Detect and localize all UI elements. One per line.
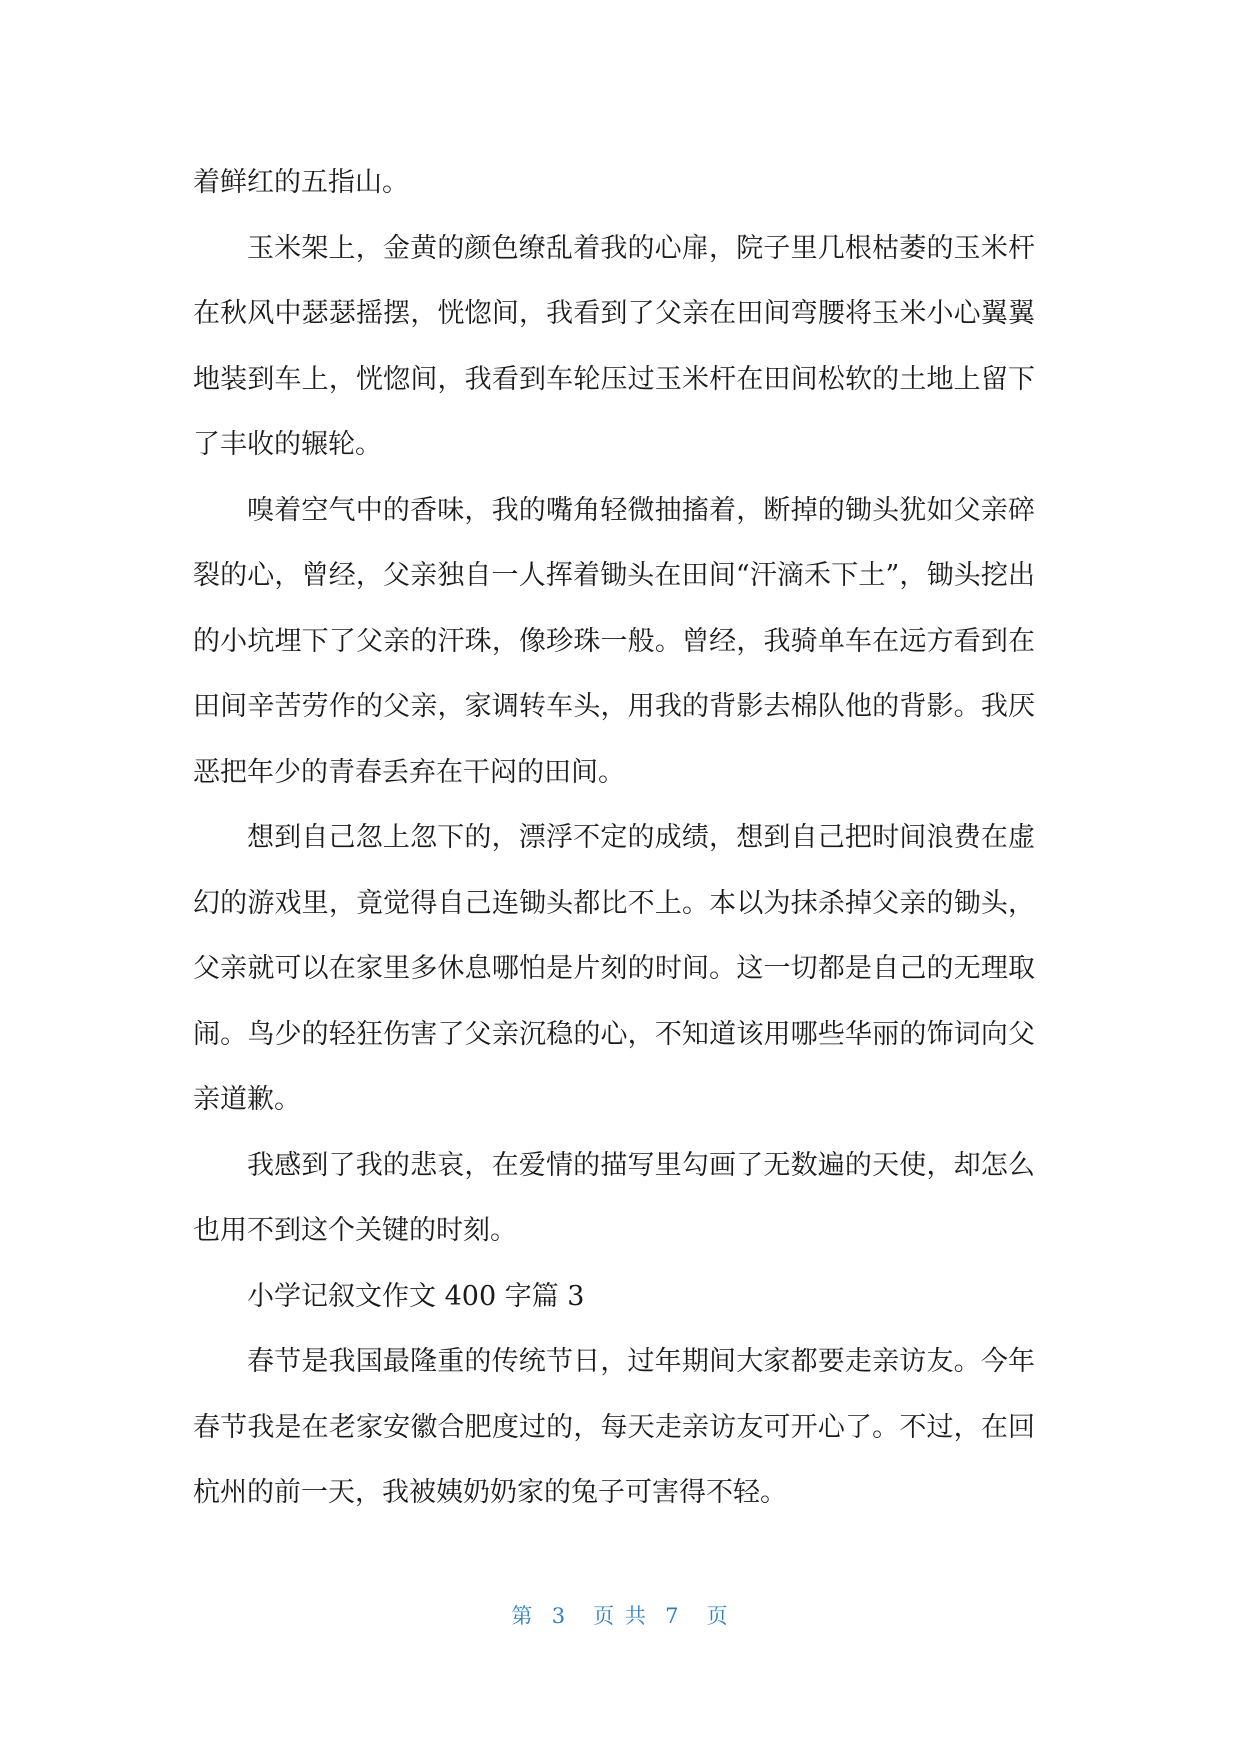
paragraph-3: 嗅着空气中的香味，我的嘴角轻微抽搐着，断掉的锄头犹如父亲碎裂的心，曾经，父亲独自一人挥着锄头在田间“汗滴禾下土”，锄头挖出的小坑埋下了父亲的汗珠，像珍珠一般。曾经，我骑单车在远方看到在田间辛苦劳作的父亲，家调转车头，用我的背影去棉队他的背影。我厌恶把年少的青春丢弃在干闷的田间。 — [193, 494, 1035, 788]
document-body — [193, 150, 1035, 1526]
section-heading: 小学记叙文作文 400 字篇 3 — [247, 1280, 585, 1312]
paragraph-5: 我感到了我的悲哀，在爱情的描写里勾画了无数遍的天使，却怎么也用不到这个关键的时刻。 — [193, 1149, 1035, 1246]
paragraph-6: 春节是我国最隆重的传统节日，过年期间大家都要走亲访友。今年春节我是在老家安徽合肥度过的，每天走亲访友可开心了。不过，在回杭州的前一天，我被姨奶奶家的兔子可害得不轻。 — [193, 1346, 1035, 1508]
paragraph-4: 想到自己忽上忽下的，漂浮不定的成绩，想到自己把时间浪费在虚幻的游戏里，竟觉得自己连锄头都比不上。本以为抹杀掉父亲的锄头，父亲就可以在家里多休息哪怕是片刻的时间。这一切都是自己的无理取闹。鸟少的轻狂伤害了父亲沉稳的心，不知道该用哪些华丽的饰词向父亲道歉。 — [193, 822, 1035, 1115]
paragraph-2: 玉米架上，金黄的颜色缭乱着我的心扉，院子里几根枯萎的玉米杆在秋风中瑟瑟摇摆，恍惚间，我看到了父亲在田间弯腰将玉米小心翼翼地装到车上，恍惚间，我看到车轮压过玉米杆在田间松软的土地上留下了丰收的辗轮。 — [193, 232, 1035, 460]
page-footer: 第 3 页 共 7 页 — [511, 1604, 730, 1628]
paragraph-1: 着鲜红的五指山。 — [193, 167, 409, 198]
